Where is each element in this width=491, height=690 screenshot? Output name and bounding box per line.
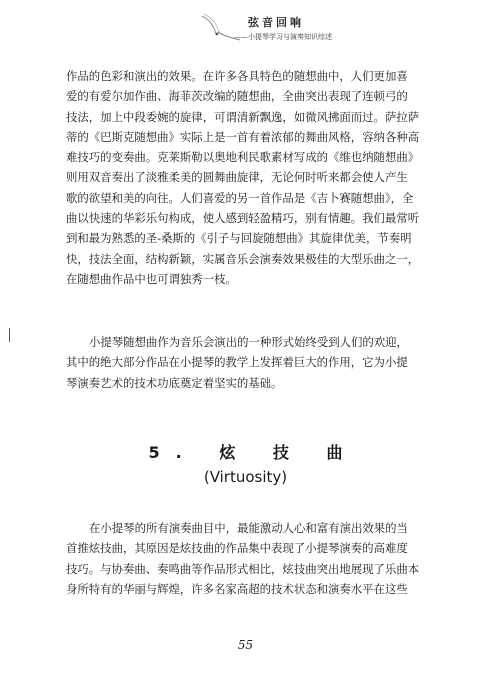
text-line: 在随想曲作品中也可谓独秀一枝。: [66, 271, 237, 286]
text-line: 曲以快速的华彩乐句构成，使人感到轻盈精巧，别有情趣。我们最常听: [66, 211, 420, 226]
text-line: 作品的色彩和演出的效果。在许多各具特色的随想曲中，人们更加喜: [66, 69, 408, 83]
text-line: 则用双音奏出了淡雅柔美的圆舞曲旋律，无论何时听来都会使人产生: [66, 170, 408, 185]
section-subheading: (Virtuosity): [203, 468, 288, 486]
header-subtitle: ——小提琴学习与演奏知识综述: [234, 33, 332, 41]
text-line: 首推炫技曲，其原因是炫技曲的作品集中表现了小提琴演奏的高难度: [66, 541, 408, 556]
paragraph-2: [66, 332, 442, 393]
paragraph-1: [66, 66, 442, 289]
header-title: 弦音回响: [248, 16, 304, 29]
section-heading: 5. 炫 技 曲: [148, 443, 359, 462]
text-line: 难技巧的变奏曲。克莱斯勒以奥地利民歌素材写成的《维也纳随想曲》: [66, 150, 420, 165]
paragraph-3: [66, 518, 442, 599]
text-line: 爱的有爱尔加作曲、海菲茨改编的随想曲，全曲突出表现了连顿弓的: [66, 89, 408, 104]
text-line: 快，技法全面，结构新颖，实属音乐会演奏效果极佳的大型乐曲之一，: [66, 251, 420, 266]
text-line: 身所特有的华丽与辉煌，许多名家高超的技术状态和演奏水平在这些: [66, 581, 408, 596]
text-line: 到和最为熟悉的圣-桑斯的《引子与回旋随想曲》其旋律优美，节奏明: [66, 231, 412, 246]
text-line: 技巧。与协奏曲、奏鸣曲等作品形式相比，炫技曲突出地展现了乐曲本: [66, 561, 420, 576]
text-line: 琴演奏艺术的技术功底奠定着坚实的基础。: [66, 375, 283, 390]
text-line: 技法，加上中段委婉的旋律，可谓清新飘逸，如微风拂面而过。萨拉萨: [66, 109, 420, 124]
text-line: 在小提琴的所有演奏曲目中，最能激动人心和富有演出效果的当: [89, 521, 408, 535]
text-line: 其中的绝大部分作品在小提琴的教学上发挥着巨大的作用，它为小提: [66, 355, 408, 370]
running-header: [196, 12, 436, 50]
page-number: 55: [237, 638, 254, 652]
text-line: 小提琴随想曲作为音乐会演出的一种形式始终受到人们的欢迎，: [89, 335, 408, 349]
text-line: 歌的欲望和美的向往。人们喜爱的另一首作品是《吉卜赛随想曲》，全: [66, 190, 414, 205]
text-line: 蒂的《巴斯克随想曲》实际上是一首有着浓郁的舞曲风格，容纳各种高: [66, 129, 420, 144]
margin-mark: [9, 328, 10, 342]
